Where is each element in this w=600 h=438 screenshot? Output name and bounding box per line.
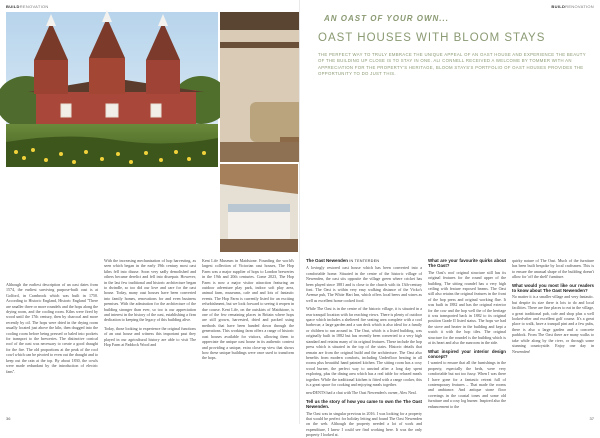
interview-question: What are your favourite quirks about The Oast? <box>428 258 506 269</box>
article-column-4 <box>306 258 422 438</box>
running-head-right <box>551 4 594 9</box>
paragraph: I wanted to ensure that all the furnishings in the property, especially the beds, were very comfortable but not too fussy. When I was there I have gone for a fantastic retreat full of contemporary features – That made the rooms and ambiance. And antique stone floor coverings in the coastal tones and some old furniture and a cosy log burner. Inspired also the enhancement to the <box>428 360 506 409</box>
page-number-right: 37 <box>589 416 594 421</box>
article-column-6 <box>512 258 594 415</box>
section-title: The Oast Newenden <box>306 258 348 263</box>
paragraph: Today, those looking to experience the original functions of an oast house and witness this important past they played in our agricultural history are able to visit The Hop Farm at Paddock Wood and <box>104 325 196 348</box>
paragraph: With the increasing mechanisation of hop harvesting, as seen which began in the early 19th century most oast kilns fell into disuse. Soon very sadly demolished and others became derelict and fell into disrepair. However, in the last few traditional and historic architecture began to dwindle, so too did our love and care for the oast house. Today, many oast houses have been converted into family homes, renovations for and even business premises. With the admiration for the architecture of the building stronger than ever, so too is our appreciation and interest in the history of the oast, establishing a firm dedication to keeping the legacy of this building alive. <box>104 258 196 323</box>
photo-credit: PHOTOS: AMBER STAYS <box>16 169 59 173</box>
article-kicker: AN OAST OF YOUR OWN... <box>324 14 449 23</box>
article-column-5 <box>428 258 506 415</box>
section-location: IN TENTERDEN <box>349 259 380 263</box>
paragraph: The Oast was in singular previous in 2016. I was looking for a property that would be perfect for holiday letting and found The Oast Newenden on the web. Although the property needed a lot of work and expenditure, I knew I could see find working here. It was the only property I looked at. <box>306 410 422 438</box>
article-column-3 <box>202 258 294 415</box>
interview-question: Tell us the story of how you came to own the The Oast Newenden. <box>306 398 422 410</box>
left-page <box>0 0 300 424</box>
paragraph: While The Oast is in the centre of the historic village, it is situated in a rear tranquil location with far reaching views. There is plenty of outdoor space which includes a sheltered fire seating area complete with a cool barbecue, a large garden and a sun deck which is also ideal for a family or children to run around in. The Oast, which is a listed building, was originally built in 1882 but has recently been converted to a very high standard and retains many of its original features. These include the hop press which is situated in the top of the stairs. Historic details that remain are from the original build and the architecture. The Oast also benefits from modern comforts, including Underfloor heating in all rooms plus beautiful hand painted kitchen. The sitting room has a cosy wood burner, the perfect way to unwind after a long day spent exploring, plus the dining area which has a real table for relaxed meals together. While the traditional kitchen is fitted with a range cooker, this is a great space for cooking and enjoying meals together. <box>306 306 422 387</box>
article-standfirst: THE PERFECT WAY TO TRULY EMBRACE THE UNIQUE APPEAL OF AN OAST HOUSE AND EXPERIENCE THE BEAUTY OF THE BUILDING UP CLOSE IS TO STAY IN ONE. ALI CONNELL RECEIVED A WELCOME BY TOMMER WITH AN APPRECIATION FOR THE PROPERTY'S HERITAGE, BLOOM STAYS'S PORTFOLIO OF OAST HOUSES PROVIDES THE OPPORTUNITY TO DO JUST THIS. <box>318 52 586 76</box>
running-head-right-rest: RENOVATION <box>565 4 594 9</box>
running-head-left-rest: RENOVATION <box>19 4 49 9</box>
article-headline: OAST HOUSES WITH BLOOM STAYS <box>318 32 546 44</box>
running-head-left <box>6 4 49 9</box>
article-column-2 <box>104 258 196 415</box>
paragraph: No matter it is a smaller village and very fantastic. but despite its size there is lots to do and local facilities. There are fine places to eat in the village, a great traditional pub, cafe and shop plus a well looked-after and excellent golf course. It's a great place to walk, have a tranquil pint and a few pubs, there is also a large garden and a concrete paddock. From The Oast there are many walks to take while along by the river, or through some stunning countryside. Enjoy one day in Newenden! <box>512 294 594 354</box>
paragraph: A lovingly restored oast house which has been converted into a comfortable home. Situated in the centre of the historic village of Newenden, the oast sits opposite the village green where cricket has been played since 1881 and is close to the church with its 13th-century font. The Oast is within very easy walking distance of the Vicko's Avenue pub, The White Hart Inn, which offers local beers and wines as well as excellent home cooked food. <box>306 265 422 303</box>
running-head-right-prefix: BUILD <box>551 4 566 9</box>
running-head-left-prefix: BUILD <box>6 4 20 9</box>
page-number-left: 36 <box>6 416 11 421</box>
paragraph: newDENTS had a chat with The Oast Newenden's owner, Alex Neal. <box>306 390 417 396</box>
paragraph: The Oast's roof original structure still has its original features for the round upper of the building. The sitting roundel has a very high ceiling with feature exposed beams. The Oast still also retains the original features in the front of the hop press and original working flue. It was built in 1882 and has the original exterior for the cow and the hop well the of the heritage it was transported back in 1882 to its original position Grade II listed status. The hops we had the stove and heater in the building and kept a watch it with the hop tiles. The original structure for the roundel is the building which is at its heart and also the sunroom in the side. <box>428 269 506 346</box>
article-column-1 <box>6 282 98 415</box>
paragraph: Although the earliest description of an oast dates from 1574, the earliest surviving purpose-built oast is at Golford, in Cranbrook which was built in 1750. According to Historic England, Historic England "There are smaller three or more roundels and the hops along the drying room, and the cooling room. Kilns were fired by wood until the 17th century, then by charcoal and more recently by oil. The hops were dried in the drying room usually located just above the kiln, then dragged into the cooling room before being pressed or baled into pockets for transport to the breweries. The distinctive conical roof of the oast was necessary to create a good draught for the fire. The old proportions at the peak of the roof cowl which can be pivoted to even out the draught and to keep out the rain at the top. By about 1830, the cowls were made redundant by the introduction of electric fans". <box>6 282 98 374</box>
bedroom-photo <box>220 164 298 252</box>
section-heading <box>306 258 422 264</box>
interview-question: What inspired your interior design concept? <box>428 348 506 359</box>
interview-question: What would you most like our readers to know about The Oast Newenden? <box>512 282 594 294</box>
paragraph: Kent Life Museum in Maidstone. Founding the world's largest collection of Victorian oast houses, The Hop Farm was a major supplier of hops to London breweries in the 19th and 20th centuries. Come 2023, The Hop Farm is now a major visitor attraction featuring an outdoor adventure play park, indoor soft play area, animal farm, museums, cafe and and lots of fantastic events. The Hop Farm is currently listed for an exciting refurbishment, but we look forward to seeing it reopen in due course. Kent Life, on the outskirts of Maidstone, is one of the few remaining places in Britain where hops are still grown, harvested, dried and packed using methods that have been handed down through the generations. This working farm offers a range of historic oast houses available for visitors, allowing them to appreciate the unique oast house in its authentic context and providing a unique, extra close-up view that shows how these unique buildings were once used to transform the hops. <box>202 258 294 361</box>
paragraph: quirky nature of The Oast. Much of the furniture has been built bespoke by local craftsmen. This is to ensure the unusual shape of the building doesn't allow for 'off the shelf' furniture. <box>512 258 594 280</box>
oast-house-photo <box>6 12 218 173</box>
